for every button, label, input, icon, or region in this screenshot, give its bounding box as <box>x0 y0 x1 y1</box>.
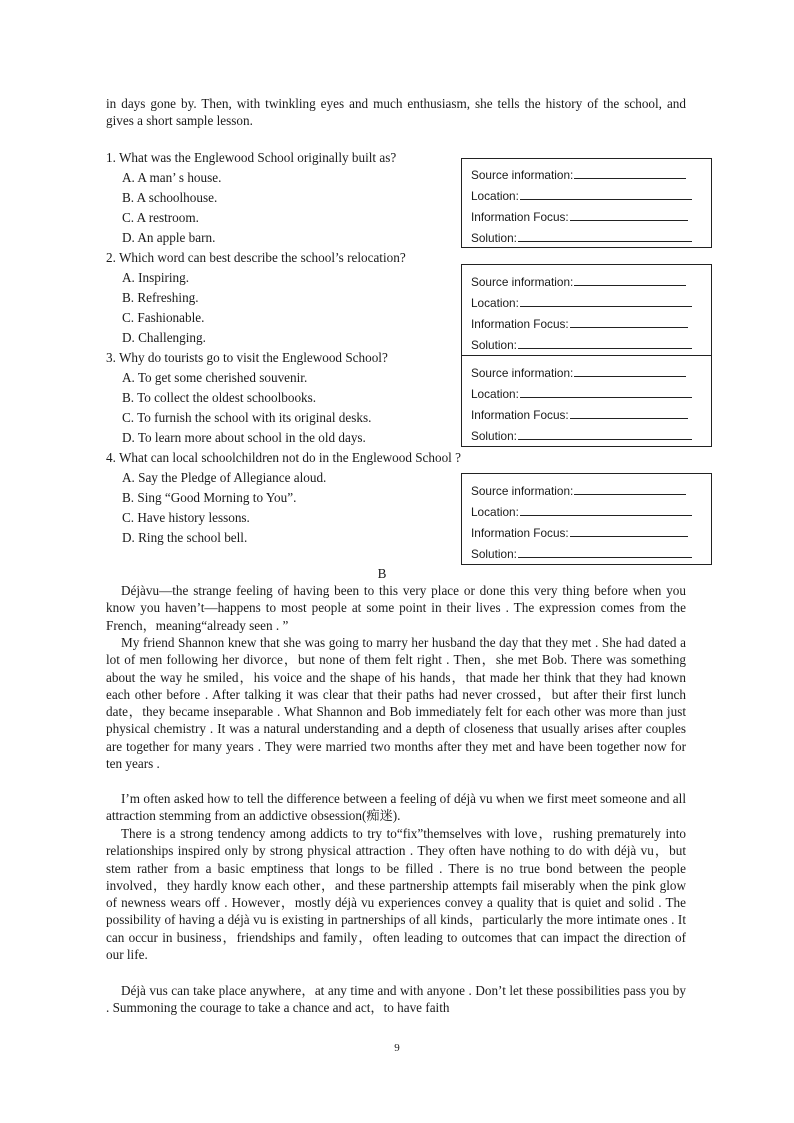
box-1-source-label: Source information: <box>471 168 574 182</box>
box-3-focus-label: Information Focus: <box>471 408 569 422</box>
box-2-solution-blank[interactable] <box>518 336 692 349</box>
box-4-location-label: Location: <box>471 505 519 519</box>
answer-box-4 <box>461 473 712 565</box>
box-2-location-label: Location: <box>471 296 519 310</box>
page-number: 9 <box>394 1042 400 1054</box>
box-1-source-blank[interactable] <box>574 166 686 179</box>
box-4-source-blank[interactable] <box>574 482 686 495</box>
question-2-stem: 2. Which word can best describe the school’s relocation? <box>106 250 406 265</box>
answer-box-2 <box>461 264 712 356</box>
question-4-stem: 4. What can local schoolchildren not do in the Englewood School ? <box>106 450 461 465</box>
box-3-focus-blank[interactable] <box>570 406 688 419</box>
box-2-focus-blank[interactable] <box>570 315 688 328</box>
box-4-source-label: Source information: <box>471 484 574 498</box>
question-2-option-c: C. Fashionable. <box>122 310 205 325</box>
box-2-focus-label: Information Focus: <box>471 317 569 331</box>
passage-paragraph-4: There is a strong tendency among addicts to try to“fix”themselves with love，rushing prematurely into relationships inspired only by strong physical attraction . They often have nothing to do with déjà vu，but stem rather from a basic emptiness that longs to be filled . There is no true bond between the people involved，they hardly know each other，and these partnership attempts fail miserably when the pink glow of newness wears off . However，mostly déjà vu experiences convey a quality that is quiet and solid . The possibility of having a déjà vu is existing in partnerships of all kinds，particularly the more intimate ones . It can occur in business，friendships and family，often leading to outcomes that can impact the direction of our life. <box>106 826 686 963</box>
box-1-location-blank[interactable] <box>520 187 692 200</box>
box-1-focus-blank[interactable] <box>570 208 688 221</box>
box-1-solution-label: Solution: <box>471 231 517 245</box>
box-4-solution-blank[interactable] <box>518 545 692 558</box>
passage-paragraph-2: My friend Shannon knew that she was going to marry her husband the day that they met . She had dated a lot of men following her divorce，but none of them felt right . Then，she met Bob. There was something about the way he smiled，his voice and the shape of his hands，that made her think that they had known each other before . After talking it was clear that their paths had never crossed，but after their first lunch date，they became inseparable . What Shannon and Bob immediately felt for each other was more than just physical chemistry . It was a natural understanding and a depth of closeness that usually arises after couples are together for many years . They were married two months after they met and have been together now for ten years . <box>106 635 686 772</box>
box-3-location-blank[interactable] <box>520 385 692 398</box>
question-1-option-c: C. A restroom. <box>122 210 199 225</box>
box-1-solution-blank[interactable] <box>518 229 692 242</box>
box-3-location-label: Location: <box>471 387 519 401</box>
question-3-option-d: D. To learn more about school in the old days. <box>122 430 366 445</box>
question-3-option-b: B. To collect the oldest schoolbooks. <box>122 390 317 405</box>
box-4-solution-label: Solution: <box>471 547 517 561</box>
answer-box-3 <box>461 355 712 447</box>
question-3-option-a: A. To get some cherished souvenir. <box>122 370 308 385</box>
section-b-heading: B <box>377 566 387 581</box>
box-2-location-blank[interactable] <box>520 294 692 307</box>
box-3-solution-label: Solution: <box>471 429 517 443</box>
passage-paragraph-3: I’m often asked how to tell the difference between a feeling of déjà vu when we first meet someone and all attraction stemming from an addictive obsession(痴迷). <box>106 791 686 824</box>
box-2-solution-label: Solution: <box>471 338 517 352</box>
passage-paragraph-1: Déjàvu—the strange feeling of having been to this very place or done this very thing before when you know you haven’t—happens to most people at some point in their lives . The expression comes from the French，meaning“already seen . ” <box>106 583 686 633</box>
box-3-source-label: Source information: <box>471 366 574 380</box>
intro-paragraph: in days gone by. Then, with twinkling eyes and much enthusiasm, she tells the history of the school, and gives a short sample lesson. <box>106 96 686 129</box>
box-2-source-label: Source information: <box>471 275 574 289</box>
question-1-option-d: D. An apple barn. <box>122 230 216 245</box>
box-3-source-blank[interactable] <box>574 364 686 377</box>
box-2-source-blank[interactable] <box>574 273 686 286</box>
box-1-location-label: Location: <box>471 189 519 203</box>
question-3-option-c: C. To furnish the school with its original desks. <box>122 410 372 425</box>
box-3-solution-blank[interactable] <box>518 427 692 440</box>
question-2-option-a: A. Inspiring. <box>122 270 190 285</box>
question-4-option-c: C. Have history lessons. <box>122 510 250 525</box>
box-1-focus-label: Information Focus: <box>471 210 569 224</box>
question-3-stem: 3. Why do tourists go to visit the Englewood School? <box>106 350 388 365</box>
question-1-option-b: B. A schoolhouse. <box>122 190 218 205</box>
answer-box-1 <box>461 158 712 248</box>
question-4-option-a: A. Say the Pledge of Allegiance aloud. <box>122 470 327 485</box>
question-1-stem: 1. What was the Englewood School originally built as? <box>106 150 397 165</box>
question-4-option-d: D. Ring the school bell. <box>122 530 248 545</box>
question-1-option-a: A. A man’ s house. <box>122 170 222 185</box>
box-4-focus-label: Information Focus: <box>471 526 569 540</box>
question-2-option-b: B. Refreshing. <box>122 290 199 305</box>
question-4-option-b: B. Sing “Good Morning to You”. <box>122 490 297 505</box>
box-4-location-blank[interactable] <box>520 503 692 516</box>
passage-paragraph-5: Déjà vus can take place anywhere，at any time and with anyone . Don’t let these possibilities pass you by . Summoning the courage to take a chance and act，to have faith <box>106 983 686 1016</box>
box-4-focus-blank[interactable] <box>570 524 688 537</box>
question-2-option-d: D. Challenging. <box>122 330 206 345</box>
